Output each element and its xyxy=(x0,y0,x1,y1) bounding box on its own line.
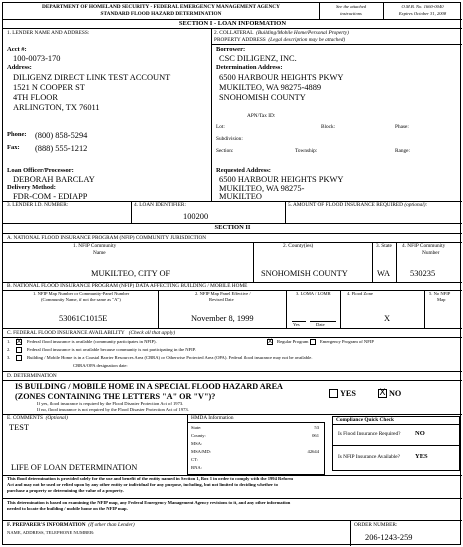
hmda-label: State: xyxy=(191,425,202,430)
account-label: Acct #: xyxy=(7,46,27,53)
disclaimer-line: purchase a property or determining the value of a property. xyxy=(7,488,124,493)
hmda-label: MSA: xyxy=(191,441,203,446)
lender-address-line: ARLINGTON, TX 76011 xyxy=(13,103,100,112)
omb-number: O.M.B. No. 1660-0040 xyxy=(401,4,444,9)
c3-checkbox[interactable] xyxy=(16,355,22,361)
sfha-yes-checkbox[interactable] xyxy=(329,389,338,398)
c1-text: Federal flood insurance is available (community participates in NFIP). xyxy=(27,339,157,344)
disclaimer-line: Act and may not be used or relied upon by any other entity or individual for any purpose, including, but not limited to deciding whether to xyxy=(7,482,278,487)
subdivision-label: Subdivision: xyxy=(216,136,243,142)
hmda-label: County: xyxy=(191,433,206,438)
lender-name-label: 1. LENDER NAME AND ADDRESS: xyxy=(7,30,90,36)
block-label: Block: xyxy=(321,124,336,130)
township-label: Township: xyxy=(295,148,318,154)
determination-note-no: If no, flood insurance is not required by the Flood Disaster Protection Act of 1973. xyxy=(37,407,189,412)
agency-line-1: DEPARTMENT OF HOMELAND SECURITY - FEDERAL EMERGENCY MANAGEMENT AGENCY xyxy=(42,4,280,10)
lot-label: Lot: xyxy=(216,124,225,130)
emergency-program-label: Emergency Program of NFIP xyxy=(320,339,374,344)
sfha-no-label: NO xyxy=(389,389,402,398)
phone-label: Phone: xyxy=(7,131,27,138)
county-name: SNOHOMISH COUNTY xyxy=(261,269,348,278)
instructions-line-1: See the attached xyxy=(335,4,367,9)
flood-zone-header: 4. Flood Zone xyxy=(347,291,373,296)
comment-life-of-loan: LIFE OF LOAN DETERMINATION xyxy=(11,463,138,472)
c2-text: Federal flood insurance is not available because community is not participating in the NFIP. xyxy=(27,347,196,352)
community-name-header: 1. NFIP Community xyxy=(73,243,117,249)
sfha-no-checkbox[interactable]: X xyxy=(379,388,386,398)
no-nfip-map-header-2: Map xyxy=(437,297,446,302)
phase-label: Phase: xyxy=(395,124,409,130)
requested-address-line: MUKILTEO, WA 98275- xyxy=(219,184,305,193)
part-b-title: B. NATIONAL FLOOD INSURANCE PROGRAM (NFIP) DATA AFFECTING BUILDING / MOBILE HOME xyxy=(7,283,248,289)
section-label: Section: xyxy=(216,148,234,154)
comment-test: TEST xyxy=(9,423,30,432)
c2-checkbox[interactable] xyxy=(16,347,22,353)
loma-date-label: Date xyxy=(316,322,325,327)
lender-id-label: 3. LENDER I.D. NUMBER: xyxy=(7,202,69,208)
sfha-yes-label: YES xyxy=(340,389,356,398)
lender-address-line: 1521 N COOPER ST xyxy=(13,83,85,92)
c3-text: Building / Mobile Home is in a Coastal Barrier Resources Area (CBRA) or Otherwise Protected Area (OPA). Federal flood insurance may not be available. xyxy=(27,355,313,360)
form-title: STANDARD FLOOD HAZARD DETERMINATION xyxy=(100,11,222,17)
determination-address-line: SNOHOMISH COUNTY xyxy=(219,93,306,102)
hmda-title: HMDA Information xyxy=(191,415,234,421)
loma-lomr-header: 3. LOMA / LOMR xyxy=(296,291,331,296)
lender-address-label: Address: xyxy=(7,64,32,71)
panel-date-header-2: Revised Date xyxy=(209,297,234,302)
c3-number: 3. xyxy=(7,355,11,360)
basis-line: needed to locate the building / mobile home on the NFIP map. xyxy=(7,506,128,511)
compliance-title: Compliance Quick Check xyxy=(336,417,394,423)
collateral-label: 2. COLLATERAL (Building/Mobile Home/Personal Property) xyxy=(214,30,349,36)
state-header: 3. State xyxy=(376,243,392,249)
part-d-title: D. DETERMINATION xyxy=(7,373,57,379)
community-number: 530235 xyxy=(410,269,436,278)
borrower-label: Borrower: xyxy=(216,46,246,53)
part-e-title: E. COMMENTS (Optional) xyxy=(7,415,68,421)
flood-determination-form xyxy=(2,2,461,545)
county-header: 2. County(ies) xyxy=(283,243,314,249)
compliance-answer-1: NO xyxy=(415,430,425,437)
lender-address-line: DILIGENZ DIRECT LINK TEST ACCOUNT xyxy=(13,73,171,82)
loma-yes-label: Yes xyxy=(293,322,300,327)
range-label: Range: xyxy=(395,148,411,154)
preparer-label: NAME, ADDRESS, TELEPHONE NUMBER: xyxy=(7,530,95,535)
compliance-question-2: Is NFIP Insurance Available? xyxy=(338,454,400,460)
determination-address-line: 6500 HARBOUR HEIGHTS PKWY xyxy=(219,73,344,82)
regular-program-label: Regular Program xyxy=(277,339,309,344)
delivery-method-value: FDR-COM - EDIAPP xyxy=(13,192,88,201)
c1-checkbox[interactable]: X xyxy=(17,338,22,345)
panel-date-header: 2. NFIP Map Panel Effective / xyxy=(195,291,251,296)
disclaimer-line: This flood determination is provided solely for the use and benefit of the entity named in Section 1, Box 1 in order to comply with the 1994 Reform xyxy=(7,476,294,481)
fax-label: Fax: xyxy=(7,144,20,151)
compliance-answer-2: YES xyxy=(415,453,428,460)
hmda-label: MSA/MD: xyxy=(191,449,211,454)
c2-number: 2. xyxy=(7,347,11,352)
c1-number: 1. xyxy=(7,339,11,344)
borrower-value: CSC DILIGENZ, INC. xyxy=(219,54,297,63)
cbra-date-label: CBRA/OPA designation date: xyxy=(73,363,128,368)
community-name-header-2: Name xyxy=(93,250,106,256)
determination-question-2: (ZONES CONTAINING THE LETTERS "A" OR "V")? xyxy=(15,392,216,401)
order-number-label: ORDER NUMBER: xyxy=(354,522,398,528)
determination-address-line: MUKILTEO, WA 98275-4889 xyxy=(219,83,322,92)
order-number-value: 206-1243-259 xyxy=(365,533,413,542)
section-2-title: SECTION II xyxy=(214,224,251,231)
community-number-header-2: Number xyxy=(422,250,440,256)
no-nfip-map-header: 5. No NFIP xyxy=(429,291,451,296)
part-a-title: A. NATIONAL FLOOD INSURANCE PROGRAM (NFIP) COMMUNITY JURISDICTION xyxy=(7,235,207,241)
community-number-header: 4. NFIP Community xyxy=(402,243,446,249)
part-f-title: F. PREPARER'S INFORMATION (If other than Lender) xyxy=(7,522,135,528)
community-name: MUKILTEO, CITY OF xyxy=(91,269,171,278)
property-address-label: PROPERTY ADDRESS (Legal description may be attached) xyxy=(214,37,346,43)
determination-address-label: Determination Address: xyxy=(216,64,283,71)
part-c-title: C. FEDERAL FLOOD INSURANCE AVAILABILITY (Check all that apply) xyxy=(7,330,176,336)
loan-officer-label: Loan Officer/Processor: xyxy=(7,167,74,174)
regular-program-checkbox[interactable]: X xyxy=(268,338,273,345)
hmda-value: 061 xyxy=(312,433,319,438)
expiration-date: Expires October 31, 2008 xyxy=(398,11,447,16)
section-1-title: SECTION I - LOAN INFORMATION xyxy=(178,20,287,27)
flood-zone-value: X xyxy=(384,314,391,323)
determination-question: IS BUILDING / MOBILE HOME IN A SPECIAL FLOOD HAZARD AREA xyxy=(15,382,283,391)
apn-label: APN/Tax ID: xyxy=(247,113,276,119)
account-number: 100-0073-170 xyxy=(13,54,61,63)
fax-value: (888) 555-1212 xyxy=(35,144,88,153)
hmda-value: 53 xyxy=(314,425,319,430)
hmda-label: CT: xyxy=(191,457,198,462)
loan-officer-value: DEBORAH BARCLAY xyxy=(13,175,95,184)
map-number-header-2: (Community Name, if not the same as "A") xyxy=(41,297,121,302)
loan-identifier-label: 4. LOAN IDENTIFIER: xyxy=(134,202,186,208)
map-number-header: 1. NFIP Map Number or Community-Panel Number xyxy=(33,291,130,296)
requested-address-label: Requested Address: xyxy=(216,167,271,174)
instructions-line-2: instructions xyxy=(340,11,362,16)
hmda-label: BNA: xyxy=(191,465,202,470)
insurance-amount-label: 5. AMOUNT OF FLOOD INSURANCE REQUIRED (optional): xyxy=(288,202,428,208)
determination-note-yes: If yes, flood insurance is required by the Flood Disaster Protection Act of 1973. xyxy=(37,401,184,406)
requested-address-line: 6500 HARBOUR HEIGHTS PKWY xyxy=(219,175,344,184)
loan-identifier-value: 100200 xyxy=(183,212,209,221)
lender-address-line: 4TH FLOOR xyxy=(13,93,58,102)
state-value: WA xyxy=(377,269,391,278)
hmda-value: 42644 xyxy=(307,449,319,454)
requested-address-line: MUKILTEO xyxy=(219,192,262,201)
phone-value: (800) 858-5294 xyxy=(35,131,88,140)
compliance-question-1: Is Flood Insurance Required? xyxy=(338,431,401,437)
panel-date-value: November 8, 1999 xyxy=(191,314,254,323)
basis-line: This determination is based on examining the NFIP map, any Federal Emergency Management Agency revisions to it, and any other information xyxy=(7,500,291,505)
map-number-value: 53061C1015E xyxy=(59,314,108,323)
emergency-program-checkbox[interactable] xyxy=(310,339,316,345)
delivery-method-label: Delivery Method: xyxy=(7,184,56,191)
